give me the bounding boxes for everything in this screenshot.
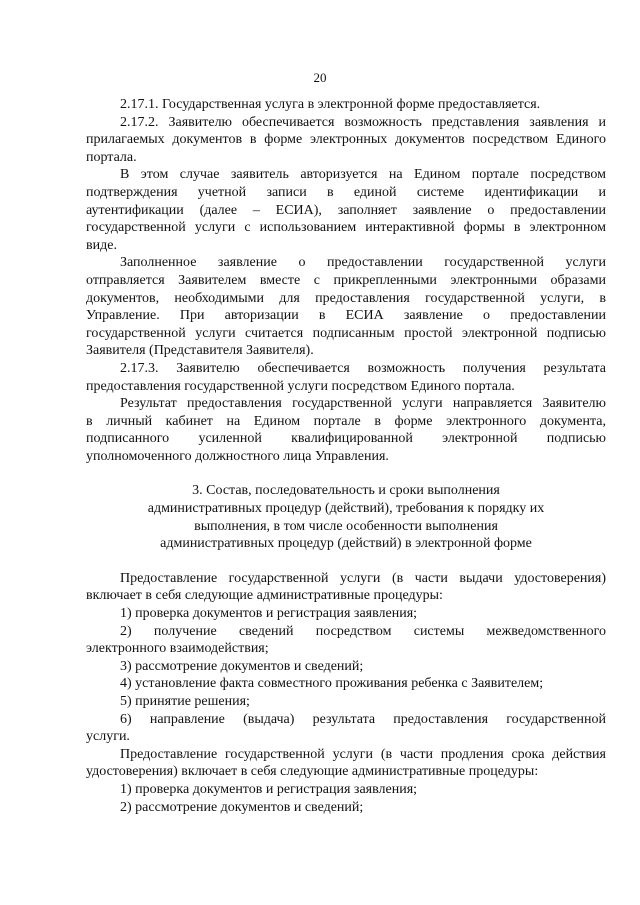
text-line: 6) направление (выдача) результата предоставления государственной — [120, 711, 606, 727]
text-line: подписанного усиленной квалифицированной электронной подписью — [86, 431, 606, 447]
heading-line: административных процедур (действий), требования к порядку их — [147, 501, 545, 517]
text-line: 2.17.3. Заявителю обеспечивается возможность получения результата — [120, 360, 606, 376]
text-line: Результат предоставления государственной услуги направляется Заявителю — [120, 396, 606, 412]
list-item-1 — [86, 605, 606, 623]
text-line: документов, необходимыми для предоставления государственной услуги, в — [86, 290, 606, 306]
list-item-3 — [86, 658, 606, 676]
text-line: прилагаемых документов в форме электронных документов посредством Единого — [86, 132, 606, 148]
spacer — [86, 553, 606, 570]
heading-line: выполнения, в том числе особенности выполнения — [194, 518, 498, 534]
list-item-6 — [86, 711, 606, 746]
text-line: 2.17.1. Государственная услуга в электронной форме предоставляется. — [120, 97, 541, 112]
top-section — [86, 96, 606, 465]
text-line: 4) установление факта совместного проживания ребенка с Заявителем; — [120, 676, 544, 692]
text-line: 1) проверка документов и регистрация заявления; — [120, 606, 418, 622]
text-line: удостоверения) включает в себя следующие административные процедуры: — [86, 764, 539, 780]
text-line: Заполненное заявление о предоставлении государственной услуги — [120, 255, 606, 271]
text-line: 2.17.2. Заявителю обеспечивается возможность представления заявления и — [120, 114, 606, 130]
list-item-4 — [86, 675, 606, 693]
text-line: электронного взаимодействия; — [86, 641, 269, 657]
heading-line: административных процедур (действий) в электронной форме — [160, 536, 532, 552]
text-line: Управление. При авторизации в ЕСИА заявление о предоставлении — [86, 308, 606, 324]
text-line: в личный кабинет на Едином портале в форме электронного документа, — [86, 413, 606, 429]
section-heading — [86, 482, 606, 552]
list-item-5 — [86, 693, 606, 711]
text-line: предоставления государственной услуги посредством Единого портала. — [86, 378, 515, 394]
text-line: Предоставление государственной услуги (в части продления срока действия — [120, 746, 606, 762]
text-line: 2) рассмотрение документов и сведений; — [120, 799, 364, 815]
text-line: В этом случае заявитель авторизуется на Едином портале посредством — [120, 167, 606, 183]
clause-2-17-2 — [86, 114, 606, 167]
text-line: виде. — [86, 237, 117, 253]
text-line: Заявителя (Представителя Заявителя). — [86, 343, 314, 359]
text-line: портала. — [86, 149, 137, 165]
paragraph-procedures-issue — [86, 570, 606, 605]
text-line: 1) проверка документов и регистрация заявления; — [120, 781, 418, 797]
text-line: уполномоченного должностного лица Управления. — [86, 448, 389, 464]
clause-2-17-1 — [86, 96, 606, 114]
clause-2-17-3 — [86, 360, 606, 395]
document-body — [86, 96, 606, 816]
text-line: государственной услуги с использованием интерактивной формы в электронном — [86, 220, 606, 236]
text-line: 5) принятие решения; — [120, 694, 250, 709]
text-line: отправляется Заявителем вместе с прикрепленными электронными образами — [86, 272, 606, 288]
list-item-ext-2 — [86, 799, 606, 817]
list-item-ext-1 — [86, 781, 606, 799]
paragraph-result-delivery — [86, 395, 606, 465]
heading-line: 3. Состав, последовательность и сроки выполнения — [192, 483, 500, 499]
text-line: подтверждения учетной записи в единой системе идентификации и — [86, 184, 606, 200]
text-line: 3) рассмотрение документов и сведений; — [120, 658, 364, 674]
paragraph-filled-application — [86, 254, 606, 360]
text-line: Предоставление государственной услуги (в части выдачи удостоверения) — [120, 570, 606, 586]
text-line: аутентификации (далее – ЕСИА), заполняет заявление о предоставлении — [86, 202, 606, 218]
text-line: 2) получение сведений посредством системы межведомственного — [120, 623, 606, 639]
paragraph-procedures-extension — [86, 746, 606, 781]
text-line: включает в себя следующие административные процедуры: — [86, 588, 443, 604]
paragraph-esia-auth — [86, 166, 606, 254]
list-item-2 — [86, 623, 606, 658]
spacer — [86, 465, 606, 482]
text-line: государственной услуги считается подписанным простой электронной подписью — [86, 325, 606, 341]
text-line: услуги. — [86, 729, 130, 745]
bottom-section — [86, 570, 606, 816]
page-number: 20 — [313, 70, 327, 85]
